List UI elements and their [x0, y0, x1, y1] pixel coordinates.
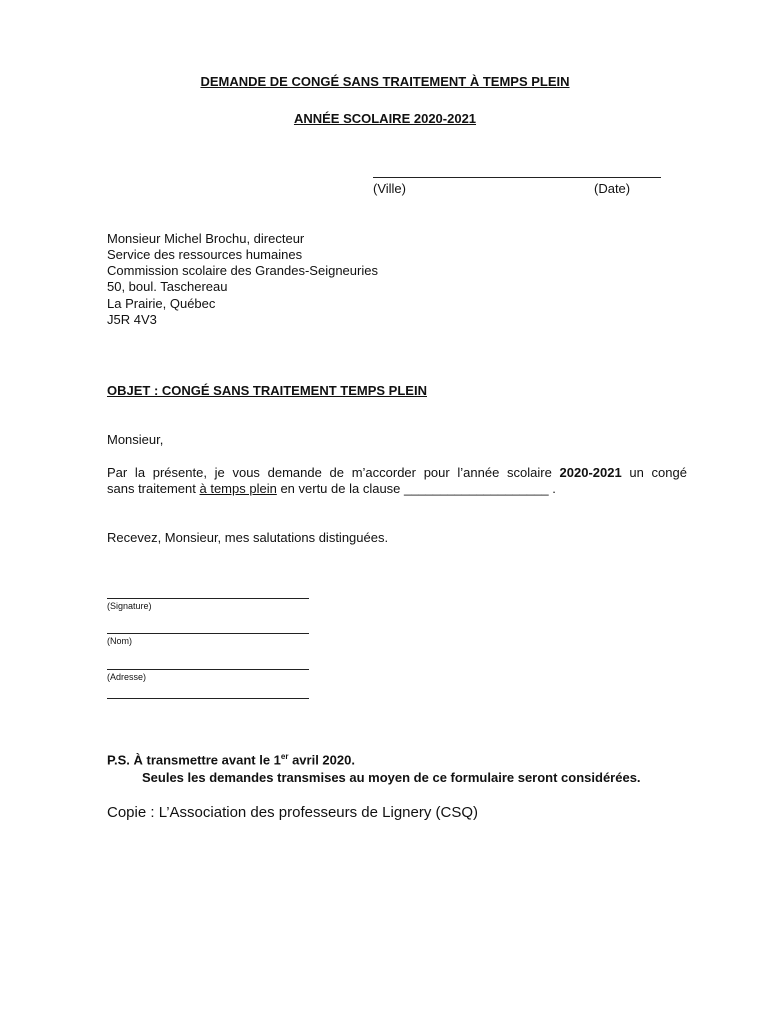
- recipient-line: J5R 4V3: [107, 312, 157, 327]
- ps-line-2: Seules les demandes transmises au moyen de ce formulaire seront considérées.: [142, 770, 641, 785]
- ps-text: P.S. À transmettre avant le 1: [107, 752, 281, 768]
- body-text: sans traitement: [107, 481, 200, 496]
- school-year: 2020-2021: [559, 465, 622, 480]
- clause-blank: en vertu de la clause ____________________ .: [276, 481, 556, 496]
- address-line: [107, 669, 309, 670]
- document-title: DEMANDE DE CONGÉ SANS TRAITEMENT À TEMPS PLEIN: [200, 74, 570, 89]
- ps-line-1: [107, 752, 355, 767]
- document-subtitle: ANNÉE SCOLAIRE 2020-2021: [293, 111, 477, 126]
- body-text: un congé: [621, 465, 687, 480]
- subject-line: OBJET : CONGÉ SANS TRAITEMENT TEMPS PLEIN: [107, 383, 427, 398]
- recipient-line: Service des ressources humaines: [107, 247, 303, 262]
- recipient-line: 50, boul. Taschereau: [107, 279, 228, 294]
- signature-line: [107, 598, 309, 599]
- address-line-2: [107, 698, 309, 699]
- ville-label: (Ville): [373, 181, 406, 196]
- date-label: (Date): [594, 181, 631, 196]
- ville-date-line: [373, 177, 661, 178]
- closing: Recevez, Monsieur, mes salutations distinguées.: [107, 530, 389, 545]
- name-label: (Nom): [107, 636, 132, 646]
- body-text: Par la présente, je vous demande de m’accorder pour l’année scolaire: [107, 465, 560, 480]
- salutation: Monsieur,: [107, 432, 164, 447]
- ps-superscript: er: [280, 752, 289, 761]
- ps-text: avril 2020.: [288, 752, 355, 768]
- recipient-line: La Prairie, Québec: [107, 296, 216, 311]
- body-line-1: [107, 465, 687, 481]
- copy-line: Copie : L’Association des professeurs de Lignery (CSQ): [107, 804, 479, 821]
- recipient-line: Commission scolaire des Grandes-Seigneuries: [107, 263, 378, 278]
- recipient-line: Monsieur Michel Brochu, directeur: [107, 231, 305, 246]
- signature-label: (Signature): [107, 601, 152, 611]
- name-line: [107, 633, 309, 634]
- body-line-2: [107, 481, 556, 497]
- address-label: (Adresse): [107, 672, 147, 682]
- full-time-emphasis: à temps plein: [199, 481, 277, 496]
